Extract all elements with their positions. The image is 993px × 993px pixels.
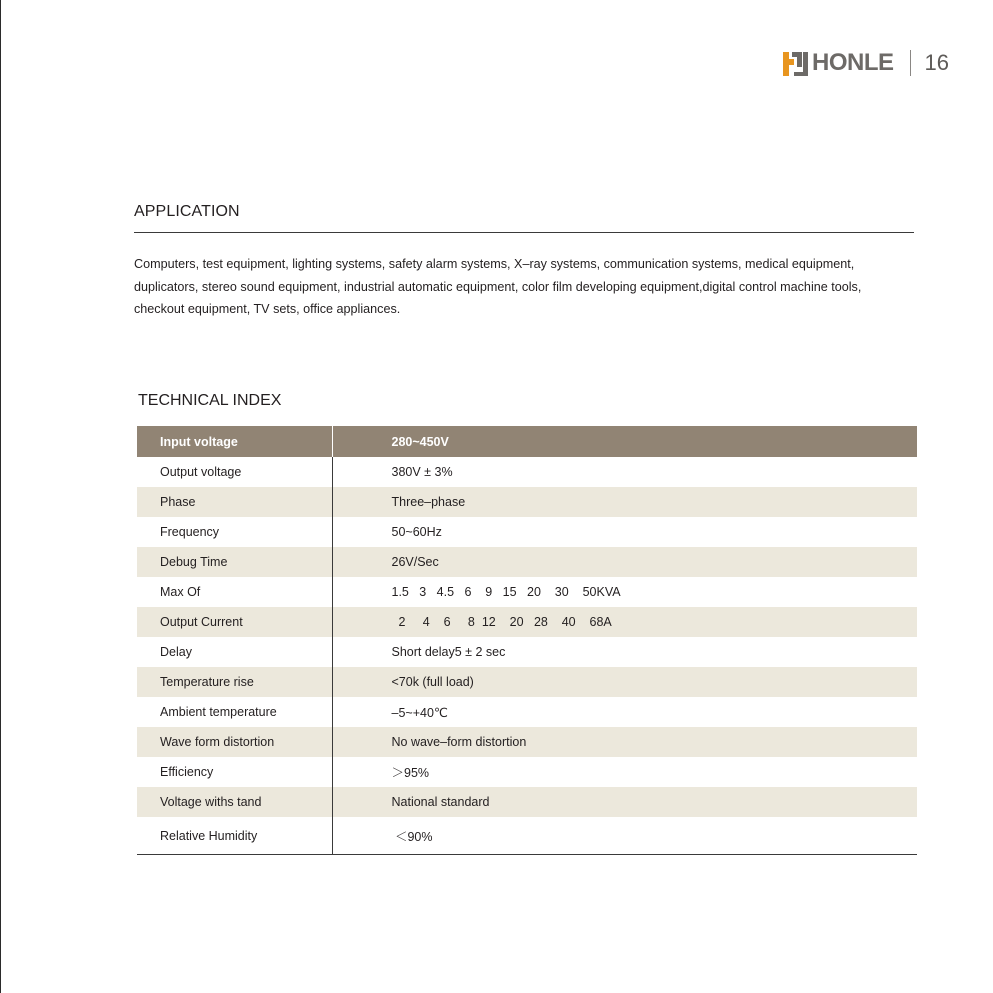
spec-value: 2 4 6 8 12 20 28 40 68A xyxy=(332,607,917,637)
table-row xyxy=(137,426,917,457)
application-line: checkout equipment, TV sets, office appliances. xyxy=(134,302,401,316)
spec-label: Frequency xyxy=(137,517,332,547)
header-divider xyxy=(910,50,911,76)
spec-value: National standard xyxy=(332,787,917,817)
spec-value: Short delay5 ± 2 sec xyxy=(391,645,506,659)
spec-label: Output Current xyxy=(137,607,332,637)
spec-value: ＞95% xyxy=(391,766,430,780)
page-number: 16 xyxy=(924,50,949,75)
application-line: Computers, test equipment, lighting systems, safety alarm systems, X–ray systems, communication systems, medical equipment, xyxy=(134,257,855,271)
table-row xyxy=(137,697,917,727)
application-paragraph xyxy=(134,253,924,321)
spec-label: Output voltage xyxy=(137,457,332,487)
logo-text: HONLE xyxy=(812,49,894,76)
spec-value: <70k (full load) xyxy=(332,667,917,697)
table-row xyxy=(137,577,917,607)
spec-value: –5~+40℃ xyxy=(391,705,448,720)
spec-value: Three–phase xyxy=(332,487,917,517)
spec-label: Efficiency xyxy=(137,757,332,787)
table-row xyxy=(137,787,917,817)
table-row xyxy=(137,727,917,757)
table-row xyxy=(137,637,917,667)
spec-value: ＜90% xyxy=(332,817,917,855)
technical-index-table xyxy=(137,426,917,855)
spec-label: Wave form distortion xyxy=(137,727,332,757)
application-divider xyxy=(134,232,914,233)
table-row xyxy=(137,547,917,577)
spec-label: Temperature rise xyxy=(137,667,332,697)
table-row xyxy=(137,517,917,547)
spec-value: 50~60Hz xyxy=(391,525,442,539)
application-line: duplicators, stereo sound equipment, industrial automatic equipment, color film developing equipment,digital control machine tools, xyxy=(134,279,862,294)
spec-label: Debug Time xyxy=(137,547,332,577)
technical-index-heading: TECHNICAL INDEX xyxy=(138,392,282,409)
spec-label: Relative Humidity xyxy=(137,817,332,855)
table-row xyxy=(137,817,917,855)
spec-label: Voltage withs tand xyxy=(137,787,332,817)
spec-value: 380V ± 3% xyxy=(391,465,453,479)
application-heading: APPLICATION xyxy=(134,203,240,220)
spec-label: Input voltage xyxy=(137,426,332,457)
table-row xyxy=(137,487,917,517)
spec-label: Delay xyxy=(137,637,332,667)
spec-value: No wave–form distortion xyxy=(332,727,917,757)
table-row xyxy=(137,457,917,487)
honle-logo-icon xyxy=(781,48,809,78)
spec-value: 1.5 3 4.5 6 9 15 20 30 50KVA xyxy=(391,585,621,599)
spec-value: 26V/Sec xyxy=(332,547,917,577)
spec-label: Ambient temperature xyxy=(137,697,332,727)
page-header xyxy=(781,46,961,80)
table-row xyxy=(137,607,917,637)
spec-label: Phase xyxy=(137,487,332,517)
table-row xyxy=(137,667,917,697)
spec-value: 280~450V xyxy=(332,426,917,457)
table-row xyxy=(137,757,917,787)
spec-label: Max Of xyxy=(137,577,332,607)
